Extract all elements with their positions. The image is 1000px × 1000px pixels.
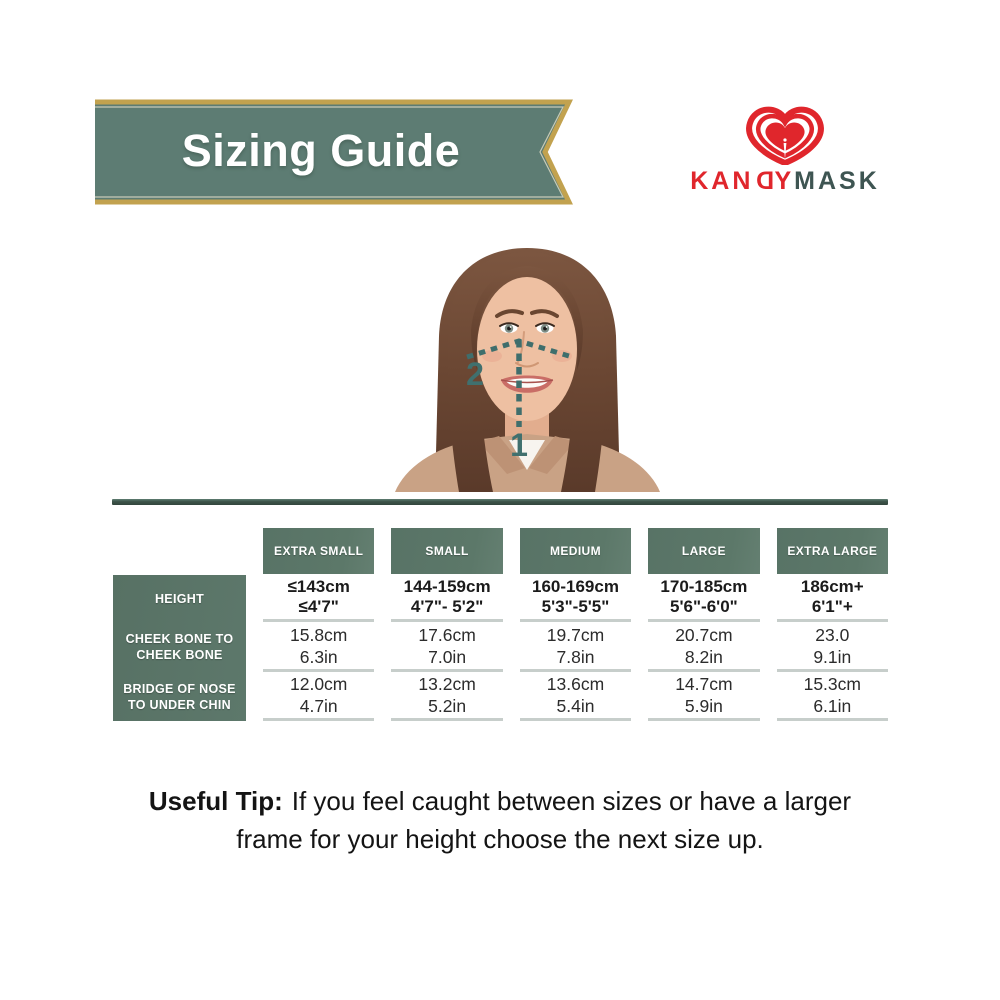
row-label-box (113, 575, 246, 721)
section-divider (112, 499, 888, 505)
marker-1: 1 (510, 427, 528, 463)
row-label-column (113, 528, 246, 721)
marker-2: 2 (466, 356, 484, 392)
height-cell: 160-169cm 5'3"-5'5" (520, 575, 631, 622)
brand-d-mirrored: D (753, 167, 775, 195)
row-label-height: HEIGHT (154, 591, 205, 606)
brand-kan: KAN (690, 167, 754, 195)
size-column-medium (520, 528, 631, 721)
face-diagram-illustration (395, 244, 660, 492)
size-header-extra-large: EXTRA LARGE (777, 528, 888, 574)
size-column-extra-small (263, 528, 374, 721)
height-cell: 186cm+ 6'1"+ (777, 575, 888, 622)
tip-label: Useful Tip: (148, 786, 283, 816)
cheek-cell: 17.6cm 7.0in (391, 622, 502, 672)
size-header-extra-small: EXTRA SMALL (263, 528, 374, 574)
cheek-cell: 19.7cm 7.8in (520, 622, 631, 672)
height-cell: 144-159cm 4'7"- 5'2" (391, 575, 502, 622)
bridge-cell: 13.6cm 5.4in (520, 672, 631, 721)
brand-name (678, 167, 892, 196)
size-column-extra-large (777, 528, 888, 721)
useful-tip (0, 782, 1000, 858)
size-column-small (391, 528, 502, 721)
cheek-cell: 23.0 9.1in (777, 622, 888, 672)
size-header-large: LARGE (648, 528, 759, 574)
tip-line-1: Useful Tip: If you feel caught between sizes or have a larger (148, 786, 852, 816)
size-header-medium: MEDIUM (520, 528, 631, 574)
bridge-cell: 12.0cm 4.7in (263, 672, 374, 721)
cheek-cell: 15.8cm 6.3in (263, 622, 374, 672)
face-measurement-figure (395, 244, 660, 492)
bridge-cell: 14.7cm 5.9in (648, 672, 759, 721)
bridge-cell: 13.2cm 5.2in (391, 672, 502, 721)
size-column-large (648, 528, 759, 721)
cheek-cell: 20.7cm 8.2in (648, 622, 759, 672)
brand-y: Y (774, 167, 795, 195)
bridge-cell: 15.3cm 6.1in (777, 672, 888, 721)
tip-line-2: frame for your height choose the next size up. (236, 824, 764, 854)
size-table (113, 528, 888, 721)
brand-mask: MASK (794, 167, 880, 195)
row-label-cheek-bone: CHEEK BONE TO CHEEK BONE (125, 632, 234, 662)
row-label-bridge-of-nose: BRIDGE OF NOSE TO UNDER CHIN (123, 681, 236, 712)
size-header-small: SMALL (391, 528, 502, 574)
page-title: Sizing Guide (181, 124, 461, 176)
brand-logo (678, 103, 892, 196)
lotus-mask-icon (735, 103, 835, 165)
height-cell: 170-185cm 5'6"-6'0" (648, 575, 759, 622)
height-cell: ≤143cm ≤4'7" (263, 575, 374, 622)
ribbon-banner (95, 99, 577, 205)
